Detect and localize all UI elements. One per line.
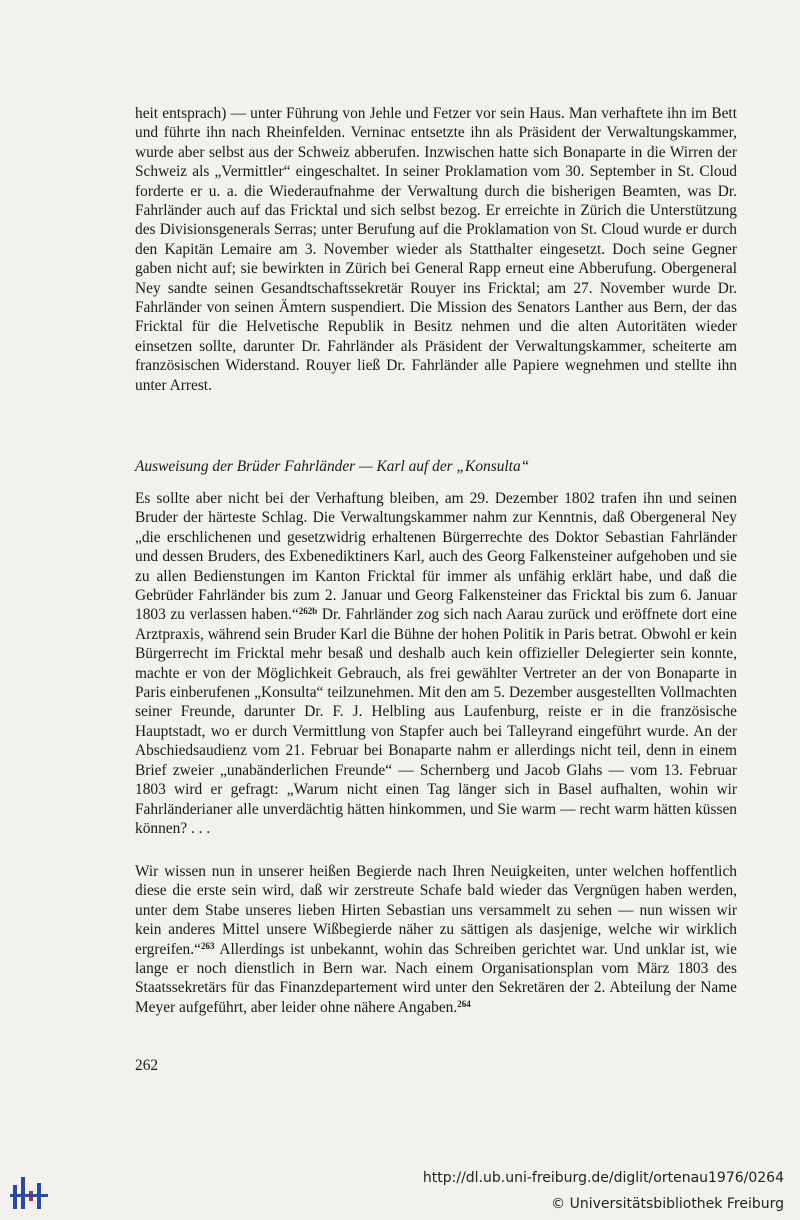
ub-freiburg-logo-icon[interactable] [10, 1173, 48, 1213]
page-number: 262 [135, 1057, 159, 1074]
paragraph-1-text: heit entsprach) — unter Führung von Jehle und Fetzer vor sein Haus. Man verhaftete ihn im Bett und führte ihn nach Rheinfelden. Verninac entsetzte ihn als Präsident der Verwaltungskammer, wurde aber selbst aus der Schweiz abberufen. Inzwischen hatte sich Bonaparte in die Wirren der Schweiz als „Vermittler“ eingeschaltet. In seiner Proklamation vom 30. September in St. Cloud forderte er u. a. die Wiederaufnahme der Verwaltung durch die bisherigen Beamten, was Dr. Fahrländer auch auf das Fricktal und sich selbst bezog. Er erreichte in Zürich die Unterstützung des Divisionsgenerals Serras; unter Berufung auf die Proklamation von St. Cloud wurde er durch den Kapitän Lemaire am 3. November wieder als Statthalter eingesetzt. Doch seine Gegner gaben nicht auf; sie bewirkten in Zürich bei General Rapp erneut eine Abberufung. Obergeneral Ney sandte seinen Gesandtschaftssekretär Rouyer ins Fricktal; am 27. November wurde Dr. Fahrländer von seinen Ämtern suspendiert. Die Mission des Senators Lanther aus Bern, der das Fricktal für die Helvetische Republik in Besitz nehmen und die alten Autoritäten wieder einsetzen sollte, darunter Dr. Fahrländer als Präsident der Verwaltungskammer, scheiterte am französischen Widerstand. Rouyer ließ Dr. Fahrländer alle Papiere wegnehmen und stellte ihn unter Arrest. [135, 105, 737, 394]
section-heading: Ausweisung der Brüder Fahrländer — Karl auf der „Konsulta“ [135, 458, 530, 475]
paragraph-2-part-b: Dr. Fahrländer zog sich nach Aarau zurück und eröffnete dort eine Arztpraxis, während sein Bruder Karl die Bühne der hohen Politik in Paris betrat. Obwohl er kein Bürgerrecht im Fricktal mehr besaß und deshalb auch kein offizieller Delegierter sein konnte, machte er von der Möglichkeit Gebrauch, als frei gewählter Vertreter an der von Bonaparte in Paris einberufenen „Konsulta“ teilzunehmen. Mit den am 5. Dezember ausgestellten Vollmachten seiner Freunde, darunter Dr. F. J. Helbling aus Laufenburg, reiste er in die französische Hauptstadt, wo er durch Vermittlung von Stapfer auch bei Talleyrand eingeführt wurde. An der Abschiedsaudienz vom 21. Februar bei Bonaparte nahm er allerdings nicht teil, denn in einem Brief zweier „unabänderlichen Freunde“ — Schernberg und Jacob Glahs — vom 13. Februar 1803 wird er gefragt: „Warum nicht einen Tag länger sich in Basel aufhalten, wohin wir Fahrländerianer alle unverdächtig hätten hinkommen, und Sie warm — recht warm hätten küssen können? . . . [135, 606, 738, 837]
copyright-text: © Universitätsbibliothek Freiburg [551, 1196, 784, 1212]
paragraph-3 [135, 862, 737, 1017]
paragraph-1 [135, 104, 737, 395]
paragraph-3-text [135, 862, 737, 1017]
footnote-ref-264: 264 [457, 998, 471, 1009]
paragraph-3-part-b: Allerdings ist unbekannt, wohin das Schreiben gerichtet war. Und unklar ist, wie lange er noch dienstlich in Bern war. Nach einem Organisationsplan vom März 1803 des Staatssekretärs für das Finanzdepartement wird unter den Sekretären der 2. Abteilung der Name Meyer aufgeführt, aber leider ohne nähere Angaben. [135, 940, 737, 1016]
paragraph-2-text [135, 489, 737, 838]
footnote-ref-262b: 262b [298, 606, 318, 617]
paragraph-2 [135, 489, 737, 838]
source-url-link[interactable]: http://dl.ub.uni-freiburg.de/diglit/ortenau1976/0264 [422, 1170, 784, 1186]
footnote-ref-263: 263 [200, 940, 215, 951]
paragraph-3-part-a: Wir wissen nun in unserer heißen Begierde nach Ihren Neuigkeiten, unter welchen hoffentlich diese die erste sein wird, daß wir zerstreute Schafe bald wieder das Vergnügen haben werden, unter dem Stabe unseres lieben Hirten Sebastian uns versammelt zu sehen — nun wissen wir kein anderes Mittel unsere Wißbegierde näher zu sättigen als dasjenige, welche wir wirklich ergreifen.“ [135, 863, 737, 958]
paragraph-2-part-a: Es sollte aber nicht bei der Verhaftung bleiben, am 29. Dezember 1802 trafen ihn und seinen Bruder der härteste Schlag. Die Verwaltungskammer nahm zur Kenntnis, daß Obergeneral Ney „die erschlichenen und gesetzwidrig erhaltenen Bürgerrechte des Doktor Sebastian Fahrländer und dessen Bruders, des Exbenediktiners Karl, auch des Georg Falkensteiner aufgehoben und sie zu allen Bedienstungen im Kanton Fricktal für immer als unfähig erklärt habe, und daß die Gebrüder Fahrländer bis zum 2. Januar und Georg Falkensteiner das Fricktal bis zum 6. Januar 1803 zu verlassen haben.“ [135, 490, 737, 624]
